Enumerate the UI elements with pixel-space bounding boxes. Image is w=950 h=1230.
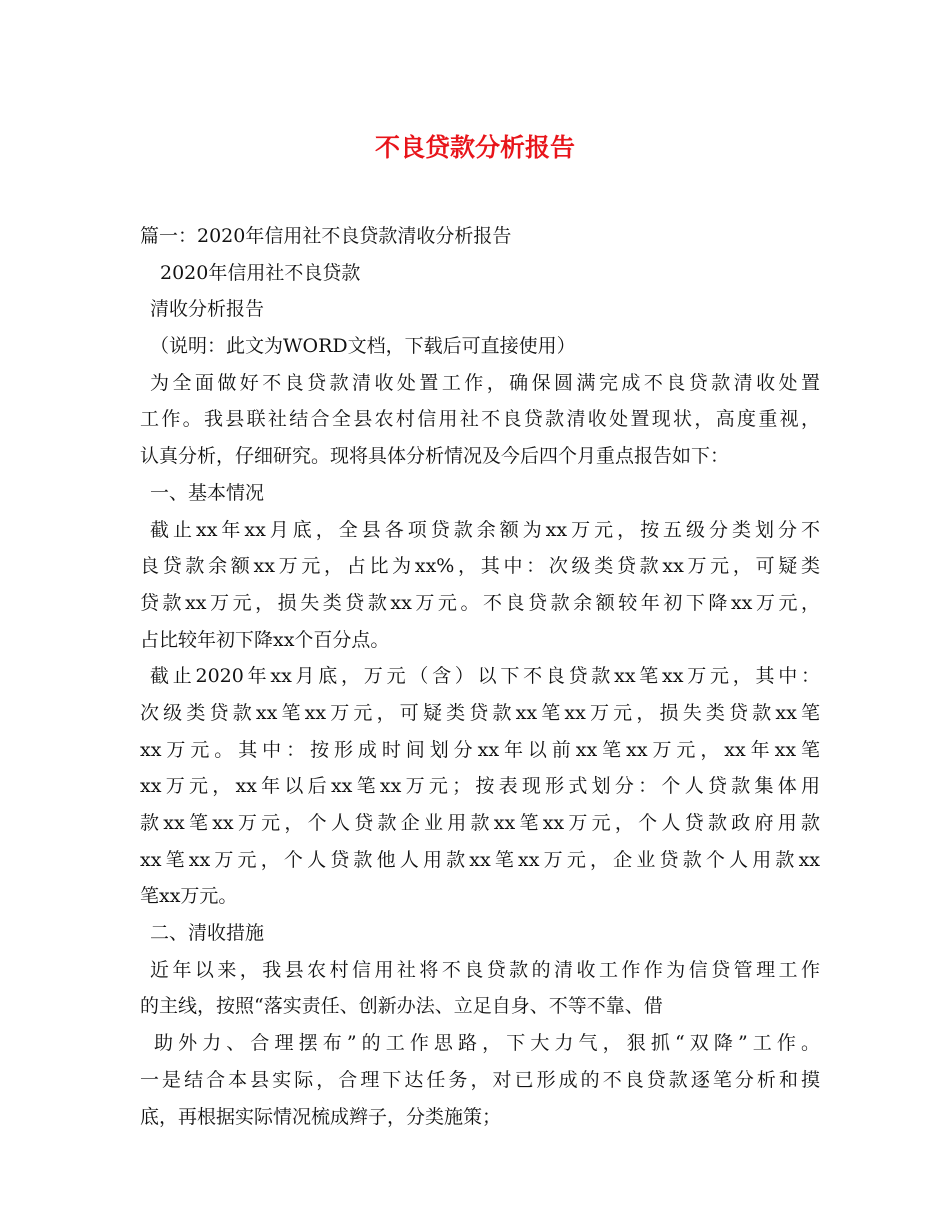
body-line: 工作。我县联社结合全县农村信用社不良贷款清收处置现状，高度重视， [140, 408, 820, 431]
body-line: 篇一：2020年信用社不良贷款清收分析报告 [140, 225, 512, 247]
body-line: xx万元。其中：按形成时间划分xx年以前xx笔xx万元，xx年xx笔 [140, 738, 820, 761]
body-line: 款xx笔xx万元，个人贷款企业用款xx笔xx万元，个人贷款政府用款 [140, 812, 820, 834]
body-line: xx笔xx万元，个人贷款他人用款xx笔xx万元，企业贷款个人用款xx [140, 848, 820, 871]
body-line: 一是结合本县实际，合理下达任务，对已形成的不良贷款逐笔分析和摸 [140, 1068, 820, 1091]
body-line: 近年以来，我县农村信用社将不良贷款的清收工作作为信贷管理工作 [150, 958, 820, 981]
body-line: 截止xx年xx月底，全县各项贷款余额为xx万元，按五级分类划分不 [150, 518, 820, 541]
body-line: 二、清收措施 [150, 922, 265, 945]
body-line: 助外力、合理摆布”的工作思路，下大力气，狠抓“双降”工作。 [154, 1032, 820, 1055]
body-line: 的主线，按照“落实责任、创新办法、立足自身、不等不靠、借 [140, 995, 663, 1018]
document-title: 不良贷款分析报告 [374, 133, 575, 162]
body-line: （说明：此文为WORD文档，下载后可直接使用） [150, 335, 576, 358]
body-line: 占比较年初下降xx个百分点。 [140, 628, 390, 651]
body-line: 2020年信用社不良贷款 [160, 261, 361, 284]
document-body [140, 218, 820, 1135]
body-line: 为全面做好不良贷款清收处置工作，确保圆满完成不良贷款清收处置 [150, 371, 820, 394]
body-line: 次级类贷款xx笔xx万元，可疑类贷款xx笔xx万元，损失类贷款xx笔 [140, 701, 820, 724]
body-line: 认真分析，仔细研究。现将具体分析情况及今后四个月重点报告如下： [140, 445, 730, 468]
body-line: xx万元，xx年以后xx笔xx万元；按表现形式划分：个人贷款集体用 [140, 775, 820, 798]
body-line: 笔xx万元。 [140, 885, 238, 908]
body-line: 良贷款余额xx万元，占比为xx%，其中：次级类贷款xx万元，可疑类 [140, 555, 820, 578]
body-line: 贷款xx万元，损失类贷款xx万元。不良贷款余额较年初下降xx万元， [140, 591, 820, 614]
body-line: 一、基本情况 [150, 481, 265, 504]
body-line: 截止2020年xx月底，万元（含）以下不良贷款xx笔xx万元，其中： [150, 665, 820, 688]
body-line: 清收分析报告 [150, 298, 265, 321]
body-line: 底，再根据实际情况梳成辫子，分类施策； [140, 1105, 502, 1128]
